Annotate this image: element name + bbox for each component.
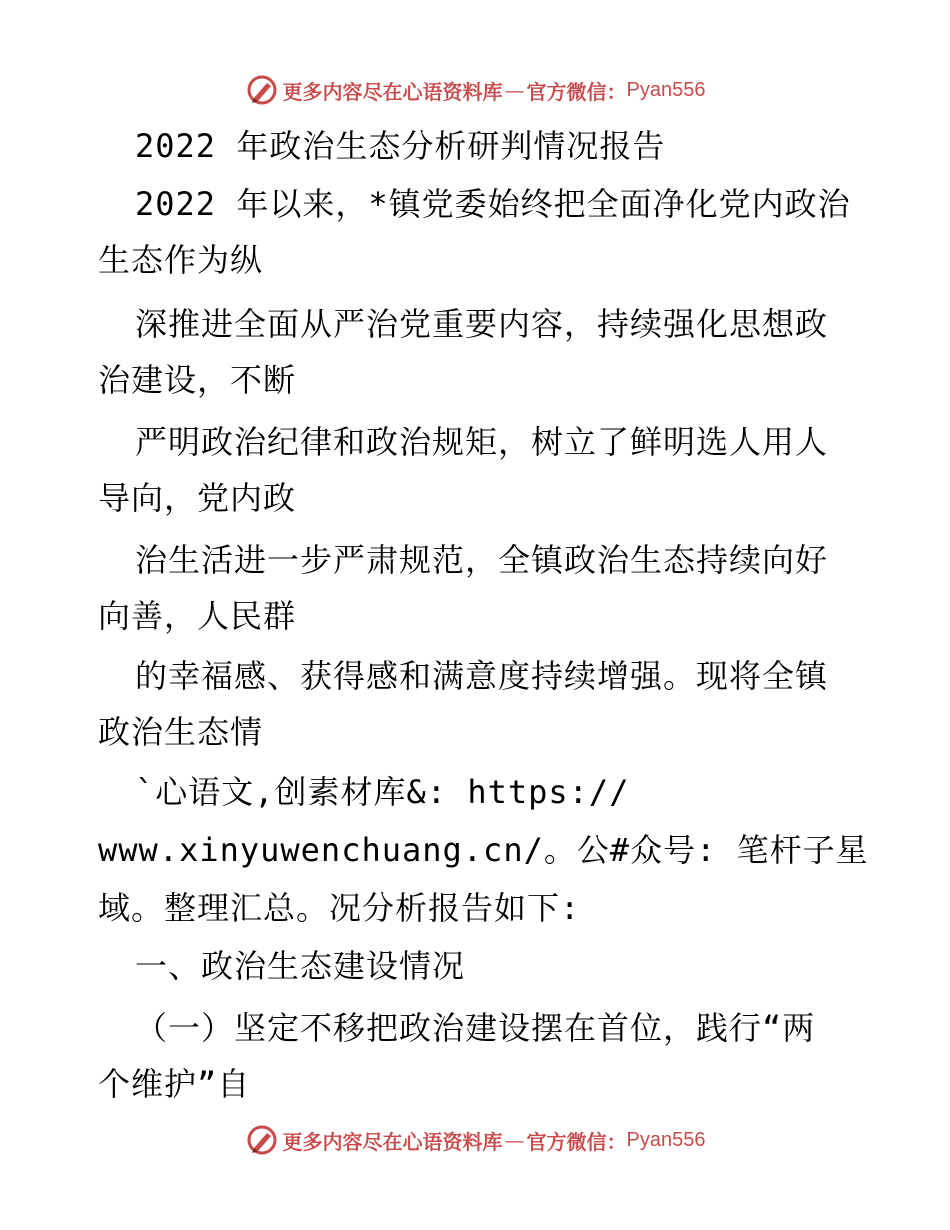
paragraph-line: 向善，人民群 [98,597,297,635]
paragraph-line: 治生活进一步严肃规范，全镇政治生态持续向好 [135,541,829,579]
paragraph-line: 导向，党内政 [98,479,297,517]
paragraph-line: 个维护”自 [98,1065,251,1103]
paragraph-line: 治建设，不断 [98,361,297,399]
banner-wechat-id: Pyan556 [626,78,706,101]
watermark-banner-top [0,70,950,110]
subsection-heading: （一）坚定不移把政治建设摆在首位，践行“两 [135,1009,816,1047]
paragraph-line: 域。整理汇总。况分析报告如下: [98,889,581,927]
banner-dash: — [504,78,525,102]
paragraph-line: 严明政治纪律和政治规矩，树立了鲜明选人用人 [135,423,829,461]
banner-wechat-id: Pyan556 [626,1128,706,1151]
paragraph-line: 深推进全面从严治党重要内容，持续强化思想政 [135,305,829,343]
paragraph-line: 的幸福感、获得感和满意度持续增强。现将全镇 [135,657,829,695]
section-heading: 一、政治生态建设情况 [135,947,466,985]
doc-title: 2022 年政治生态分析研判情况报告 [135,127,666,165]
banner-site-text: 更多内容尽在心语资料库 [282,1129,503,1154]
paragraph-line: 生态作为纵 [98,241,264,279]
paragraph-line: 政治生态情 [98,713,264,751]
banner-wechat-label: 官方微信： [526,79,627,104]
banner-dash: — [504,1128,525,1152]
paragraph-line: www.xinyuwenchuang.cn/。公#众号: 笔杆子星 [98,831,869,869]
banner-site-text: 更多内容尽在心语资料库 [282,79,503,104]
watermark-banner-bottom [0,1120,950,1160]
pen-logo-icon [245,1123,279,1157]
banner-wechat-label: 官方微信： [526,1129,627,1154]
paragraph-line: 2022 年以来，*镇党委始终把全面净化党内政治 [135,185,851,223]
paragraph-line: `心语文,创素材库&: https:// [135,773,630,811]
pen-logo-icon [245,73,279,107]
